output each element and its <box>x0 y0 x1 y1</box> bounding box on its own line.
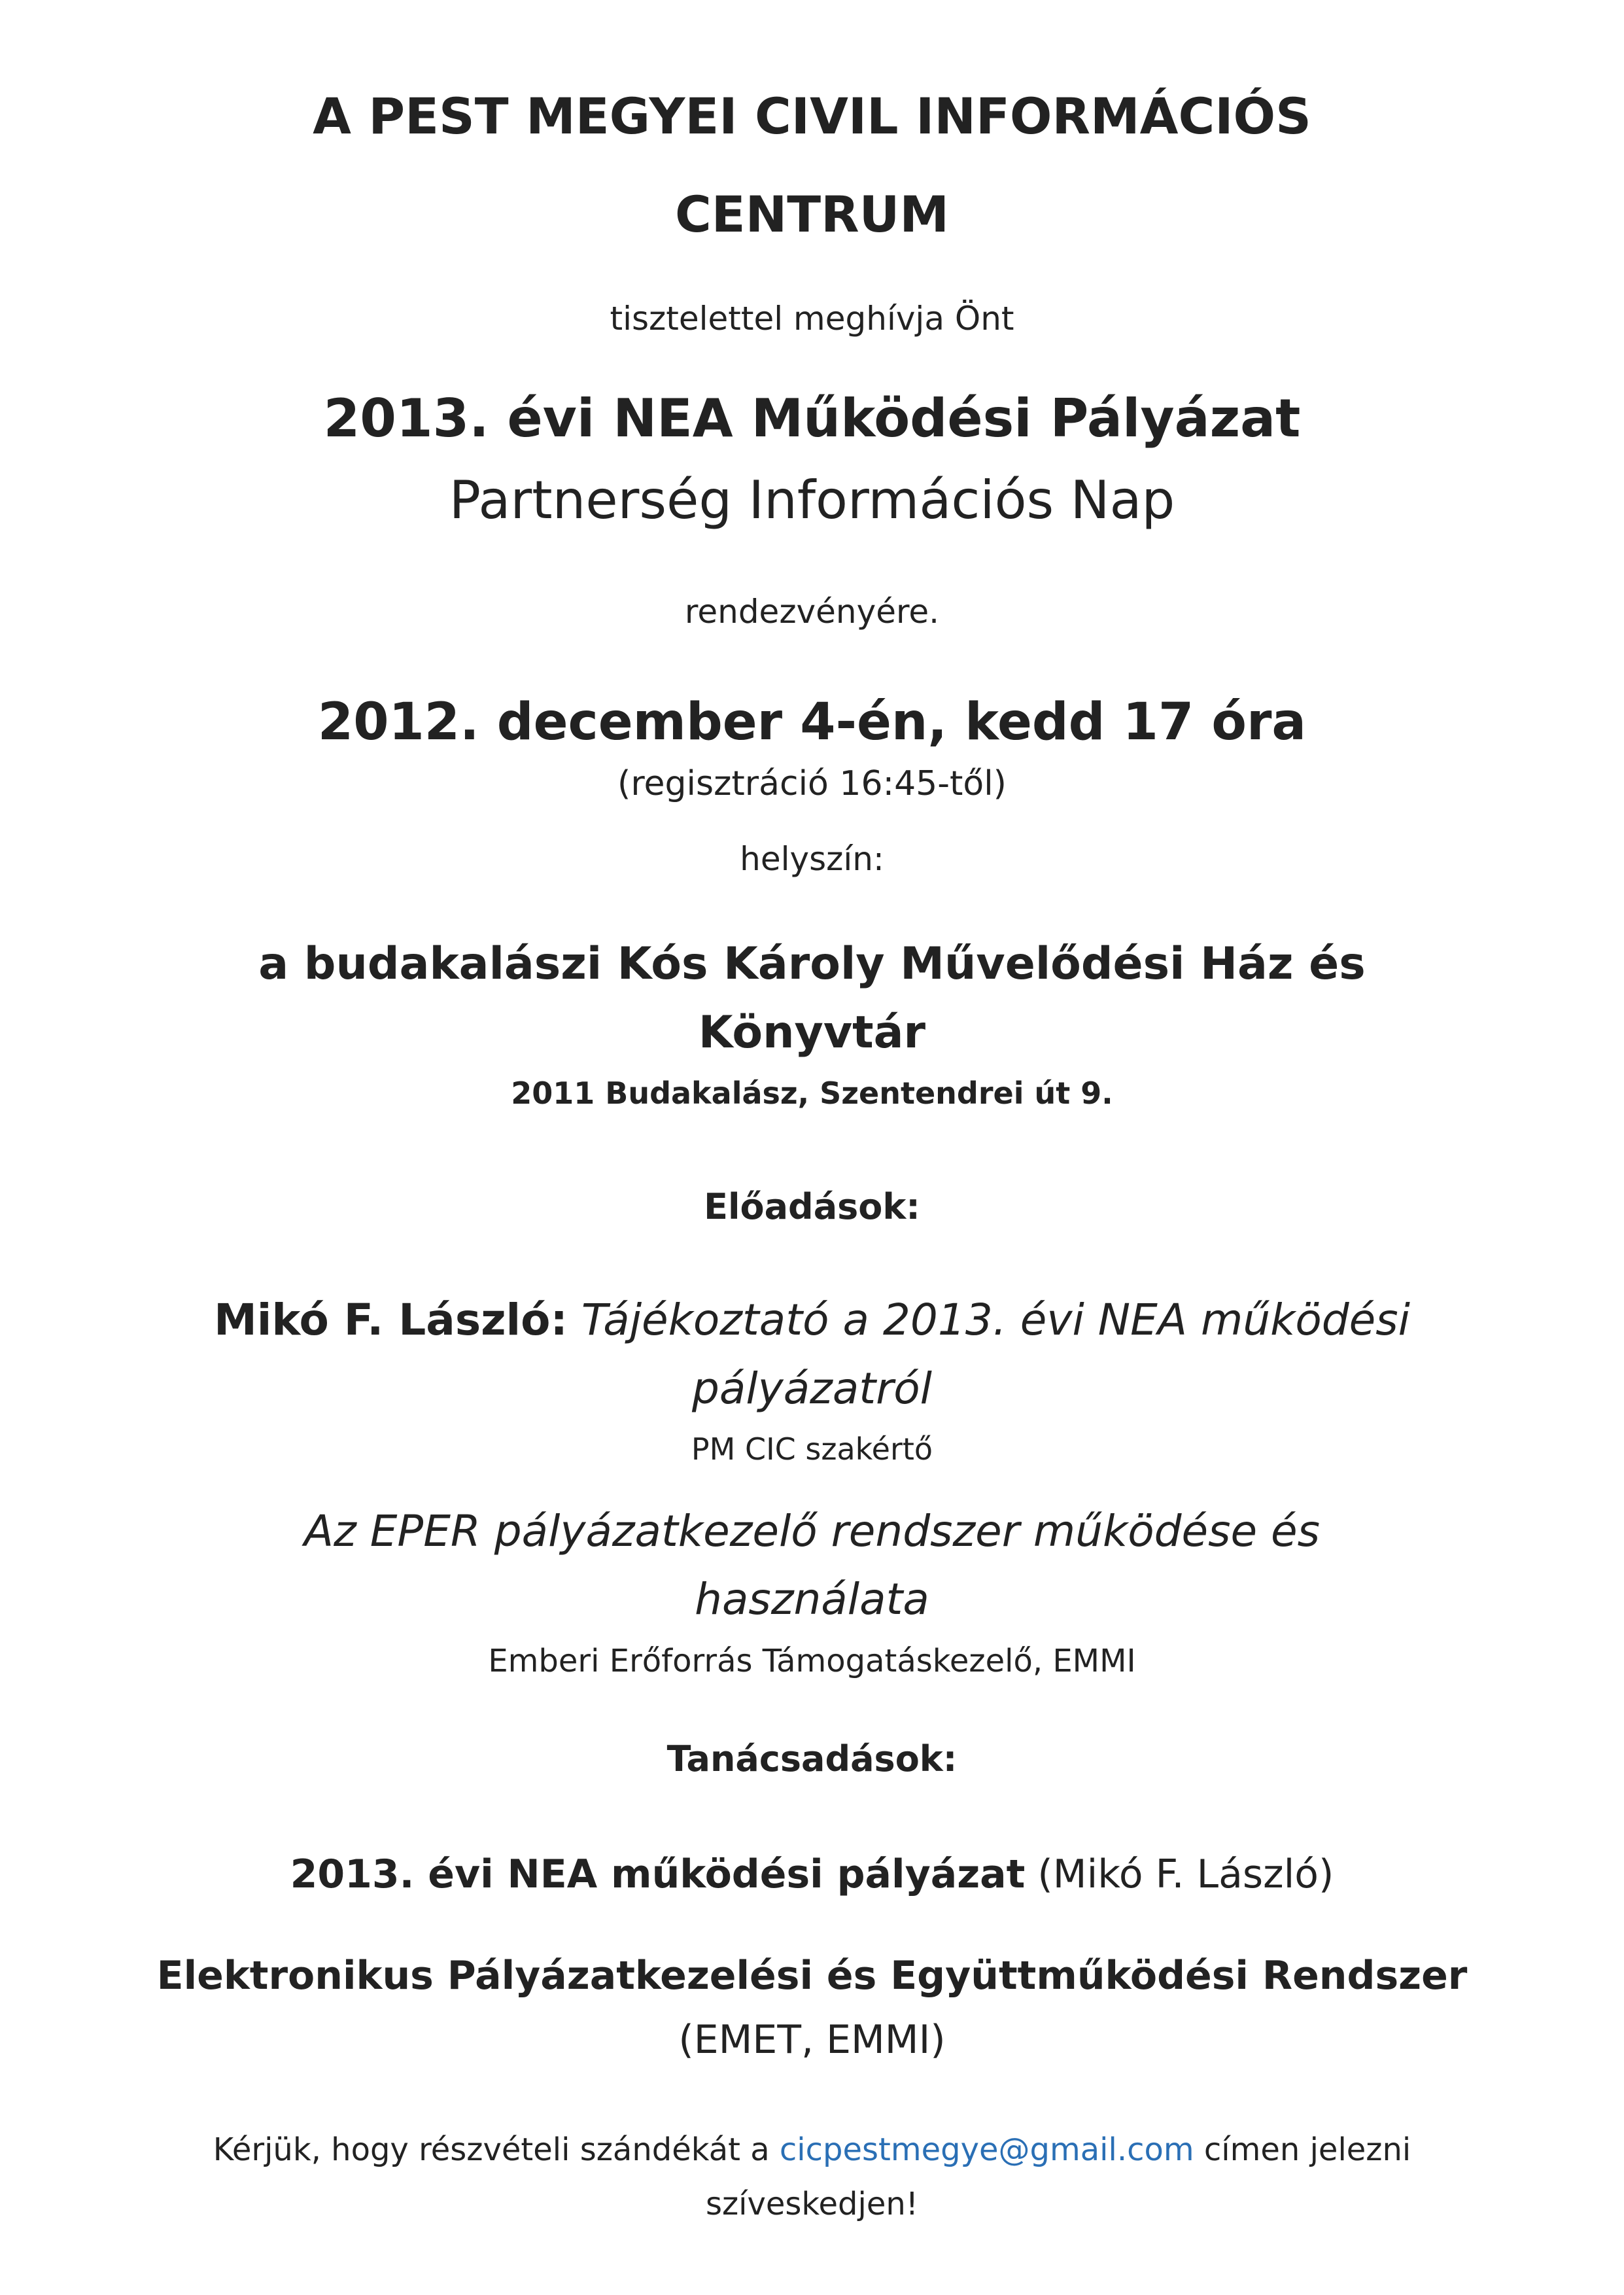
footer-line1 <box>0 2131 1624 2168</box>
org-title-line2: CENTRUM <box>674 185 949 243</box>
lecture-2-topic-line2: használata <box>695 1574 929 1624</box>
lecture-1-affiliation: PM CIC szakértő <box>691 1431 933 1467</box>
lecture-2-affiliation: Emberi Erőforrás Támogatáskezelő, EMMI <box>488 1643 1136 1679</box>
footer-line2: szíveskedjen! <box>705 2186 919 2222</box>
footer-text-after: címen jelezni <box>1203 2131 1411 2168</box>
lecture-1-topic-line2: pályázatról <box>692 1363 932 1414</box>
venue-label: helyszín: <box>740 840 884 878</box>
venue-address: 2011 Budakalász, Szentendrei út 9. <box>511 1076 1113 1111</box>
lectures-heading: Előadások: <box>704 1186 920 1227</box>
consulting-heading: Tanácsadások: <box>666 1738 958 1779</box>
consulting-item-1 <box>0 1851 1624 1897</box>
lecture-1-topic: Tájékoztató a 2013. évi NEA működési <box>581 1295 1410 1345</box>
venue-name-line1: a budakalászi Kós Károly Művelődési Ház és <box>258 938 1366 990</box>
lecture-1-line1 <box>0 1295 1624 1345</box>
event-date: 2012. december 4-én, kedd 17 óra <box>317 693 1307 752</box>
consulting-item-1-topic: 2013. évi NEA működési pályázat <box>290 1851 1026 1897</box>
footer-text-before: Kérjük, hogy részvételi szándékát a <box>213 2131 770 2168</box>
consulting-item-2-line2: (EMET, EMMI) <box>678 2017 946 2063</box>
event-title: 2013. évi NEA Működési Pályázat <box>323 388 1301 449</box>
org-title-line1: A PEST MEGYEI CIVIL INFORMÁCIÓS <box>313 87 1311 145</box>
venue-name-line2: Könyvtár <box>698 1007 926 1059</box>
registration-time: (regisztráció 16:45-től) <box>617 764 1007 803</box>
consulting-item-1-person: (Mikó F. László) <box>1037 1851 1334 1897</box>
event-suffix: rendezvényére. <box>684 593 940 631</box>
event-subtitle: Partnerség Információs Nap <box>449 470 1175 531</box>
lecture-1-speaker: Mikó F. László: <box>214 1295 568 1345</box>
invite-text: tisztelettel meghívja Önt <box>610 300 1014 338</box>
lecture-2-topic-line1: Az EPER pályázatkezelő rendszer működése és <box>303 1506 1321 1556</box>
contact-email-link[interactable]: cicpestmegye@gmail.com <box>779 2131 1194 2168</box>
consulting-item-2-line1: Elektronikus Pályázatkezelési és Együttműködési Rendszer <box>156 1953 1468 1999</box>
